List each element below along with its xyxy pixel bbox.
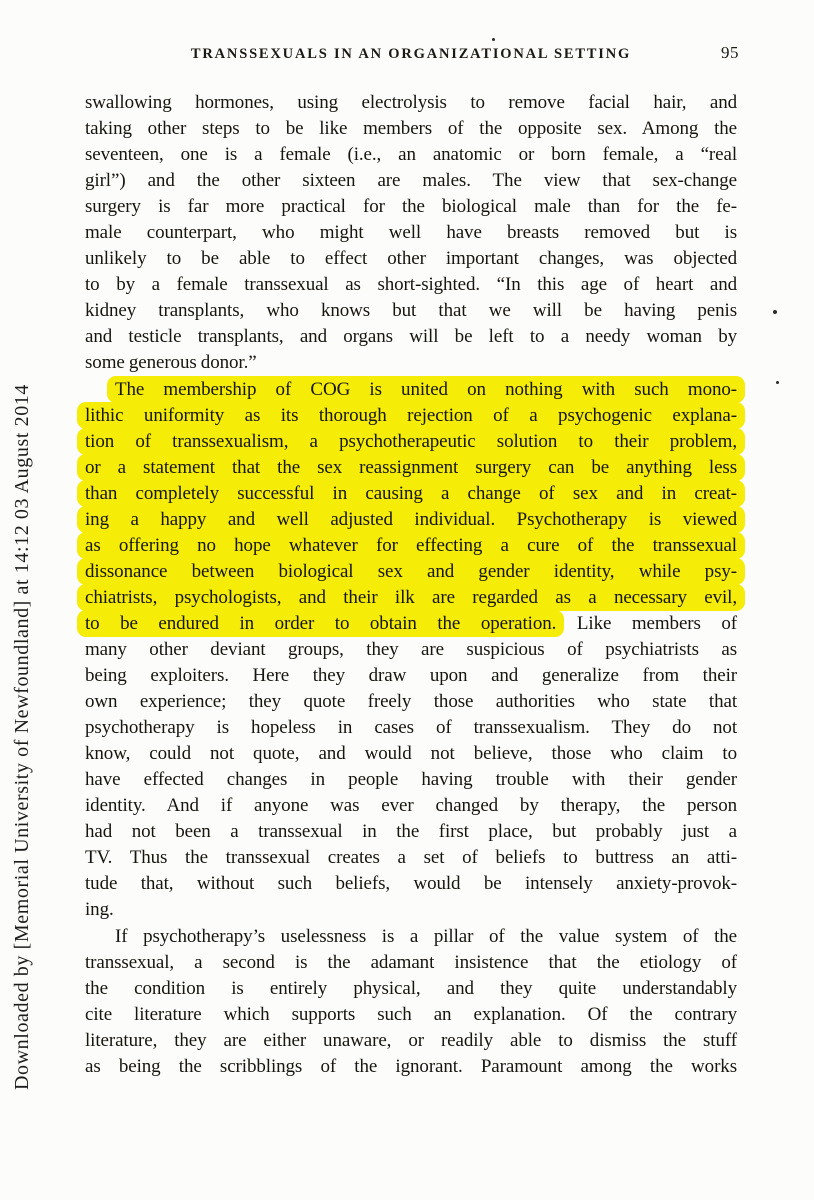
body-text: girl”) and the other sixteen are males. The view that sex-change — [85, 170, 737, 192]
text-line — [85, 481, 737, 507]
text-line — [85, 298, 737, 324]
text-line — [85, 845, 737, 871]
body-text: many other deviant groups, they are suspicious of psychiatrists as — [85, 638, 737, 660]
body-text: male counterpart, who might well have breasts removed but is — [85, 222, 737, 244]
highlighted-text: lithic uniformity as its thorough rejection of a psychogenic explana- — [77, 402, 745, 429]
running-header-title: TRANSSEXUALS IN AN ORGANIZATIONAL SETTING — [190, 46, 632, 62]
body-text: and testicle transplants, and organs will be left to a needy woman by — [85, 326, 737, 348]
text-block — [85, 90, 737, 1080]
page-number: 95 — [721, 43, 739, 62]
text-line — [85, 507, 737, 533]
text-line — [85, 142, 737, 168]
body-text: If psychotherapy’s uselessness is a pillar of the value system of the — [115, 925, 737, 947]
body-text: swallowing hormones, using electrolysis to remove facial hair, and — [85, 92, 737, 113]
text-line — [85, 350, 737, 376]
text-line — [85, 455, 737, 481]
body-text: the condition is entirely physical, and they quite understandably — [85, 977, 737, 999]
body-text: literature, they are either unaware, or readily able to dismiss the stuff — [85, 1029, 737, 1051]
text-line — [85, 220, 737, 246]
text-line — [85, 90, 737, 116]
scan-artifact-dot — [776, 381, 779, 384]
body-text: psychotherapy is hopeless in cases of transsexualism. They do not — [85, 717, 737, 739]
body-text: identity. And if anyone was ever changed by therapy, the person — [85, 795, 737, 817]
text-line — [85, 663, 737, 689]
text-line — [85, 976, 737, 1002]
body-text: own experience; they quote freely those authorities who state that — [85, 691, 737, 713]
text-line — [85, 246, 737, 272]
text-line — [85, 741, 737, 767]
text-line — [85, 559, 737, 585]
scan-artifact-dot — [492, 38, 495, 41]
download-watermark: Downloaded by [Memorial University of Newfoundland] at 14:12 03 August 2014 — [11, 383, 33, 1090]
text-line — [85, 533, 737, 559]
text-line — [85, 767, 737, 793]
text-line — [85, 194, 737, 220]
highlighted-text: chiatrists, psychologists, and their ilk are regarded as a necessary evil, — [77, 584, 745, 611]
body-text: had not been a transsexual in the first place, but probably just a — [85, 821, 737, 843]
text-line — [85, 689, 737, 715]
body-text: surgery is far more practical for the biological male than for the fe- — [85, 196, 737, 218]
text-line — [85, 1002, 737, 1028]
body-text: tude that, without such beliefs, would be intensely anxiety-provok- — [85, 873, 737, 895]
body-text: cite literature which supports such an explanation. Of the contrary — [85, 1003, 737, 1025]
text-line — [85, 403, 737, 429]
running-header — [85, 43, 739, 68]
text-line — [85, 585, 737, 611]
highlighted-text: dissonance between biological sex and gender identity, while psy- — [77, 558, 745, 585]
highlighted-text: to be endured in order to obtain the operation. — [77, 610, 564, 637]
body-text: unlikely to be able to effect other important changes, was objected — [85, 248, 737, 270]
text-line — [85, 897, 737, 923]
highlighted-text: ing a happy and well adjusted individual. Psychotherapy is viewed — [77, 506, 745, 533]
body-text: ing. — [85, 899, 114, 921]
text-line — [85, 793, 737, 819]
body-text: know, could not quote, and would not believe, those who claim to — [85, 743, 737, 765]
text-line — [85, 429, 737, 455]
body-text: being exploiters. Here they draw upon and generalize from their — [85, 665, 737, 687]
text-line — [85, 324, 737, 350]
body-text: Like members of — [556, 612, 737, 634]
highlighted-text: tion of transsexualism, a psychotherapeutic solution to their problem, — [77, 428, 745, 455]
highlighted-text: or a statement that the sex reassignment surgery can be anything less — [77, 454, 745, 481]
scan-artifact-dot — [773, 310, 777, 314]
body-text: as being the scribblings of the ignorant. Paramount among the works — [85, 1055, 737, 1077]
text-line — [85, 272, 737, 298]
body-text: TV. Thus the transsexual creates a set of beliefs to buttress an atti- — [85, 847, 737, 869]
body-text: seventeen, one is a female (i.e., an anatomic or born female, a “real — [85, 144, 737, 166]
text-line — [85, 871, 737, 897]
text-line — [85, 116, 737, 142]
body-text: to by a female transsexual as short-sighted. “In this age of heart and — [85, 274, 737, 296]
text-line — [85, 168, 737, 194]
body-text: taking other steps to be like members of the opposite sex. Among the — [85, 118, 737, 140]
body-text: have effected changes in people having trouble with their gender — [85, 769, 737, 791]
body-text: kidney transplants, who knows but that we will be having penis — [85, 300, 737, 322]
text-line — [85, 377, 737, 403]
highlighted-text: as offering no hope whatever for effecting a cure of the transsexual — [77, 532, 745, 559]
text-line — [85, 637, 737, 663]
text-line — [85, 1028, 737, 1054]
text-line — [85, 715, 737, 741]
text-line — [85, 924, 737, 950]
body-text: transsexual, a second is the adamant insistence that the etiology of — [85, 951, 737, 973]
highlighted-text: than completely successful in causing a change of sex and in creat- — [77, 480, 745, 507]
body-text: some generous donor.” — [85, 352, 257, 374]
text-line — [85, 819, 737, 845]
text-line — [85, 950, 737, 976]
text-line — [85, 611, 737, 637]
text-line — [85, 1054, 737, 1080]
highlighted-text: The membership of COG is united on nothing with such mono- — [107, 376, 745, 403]
